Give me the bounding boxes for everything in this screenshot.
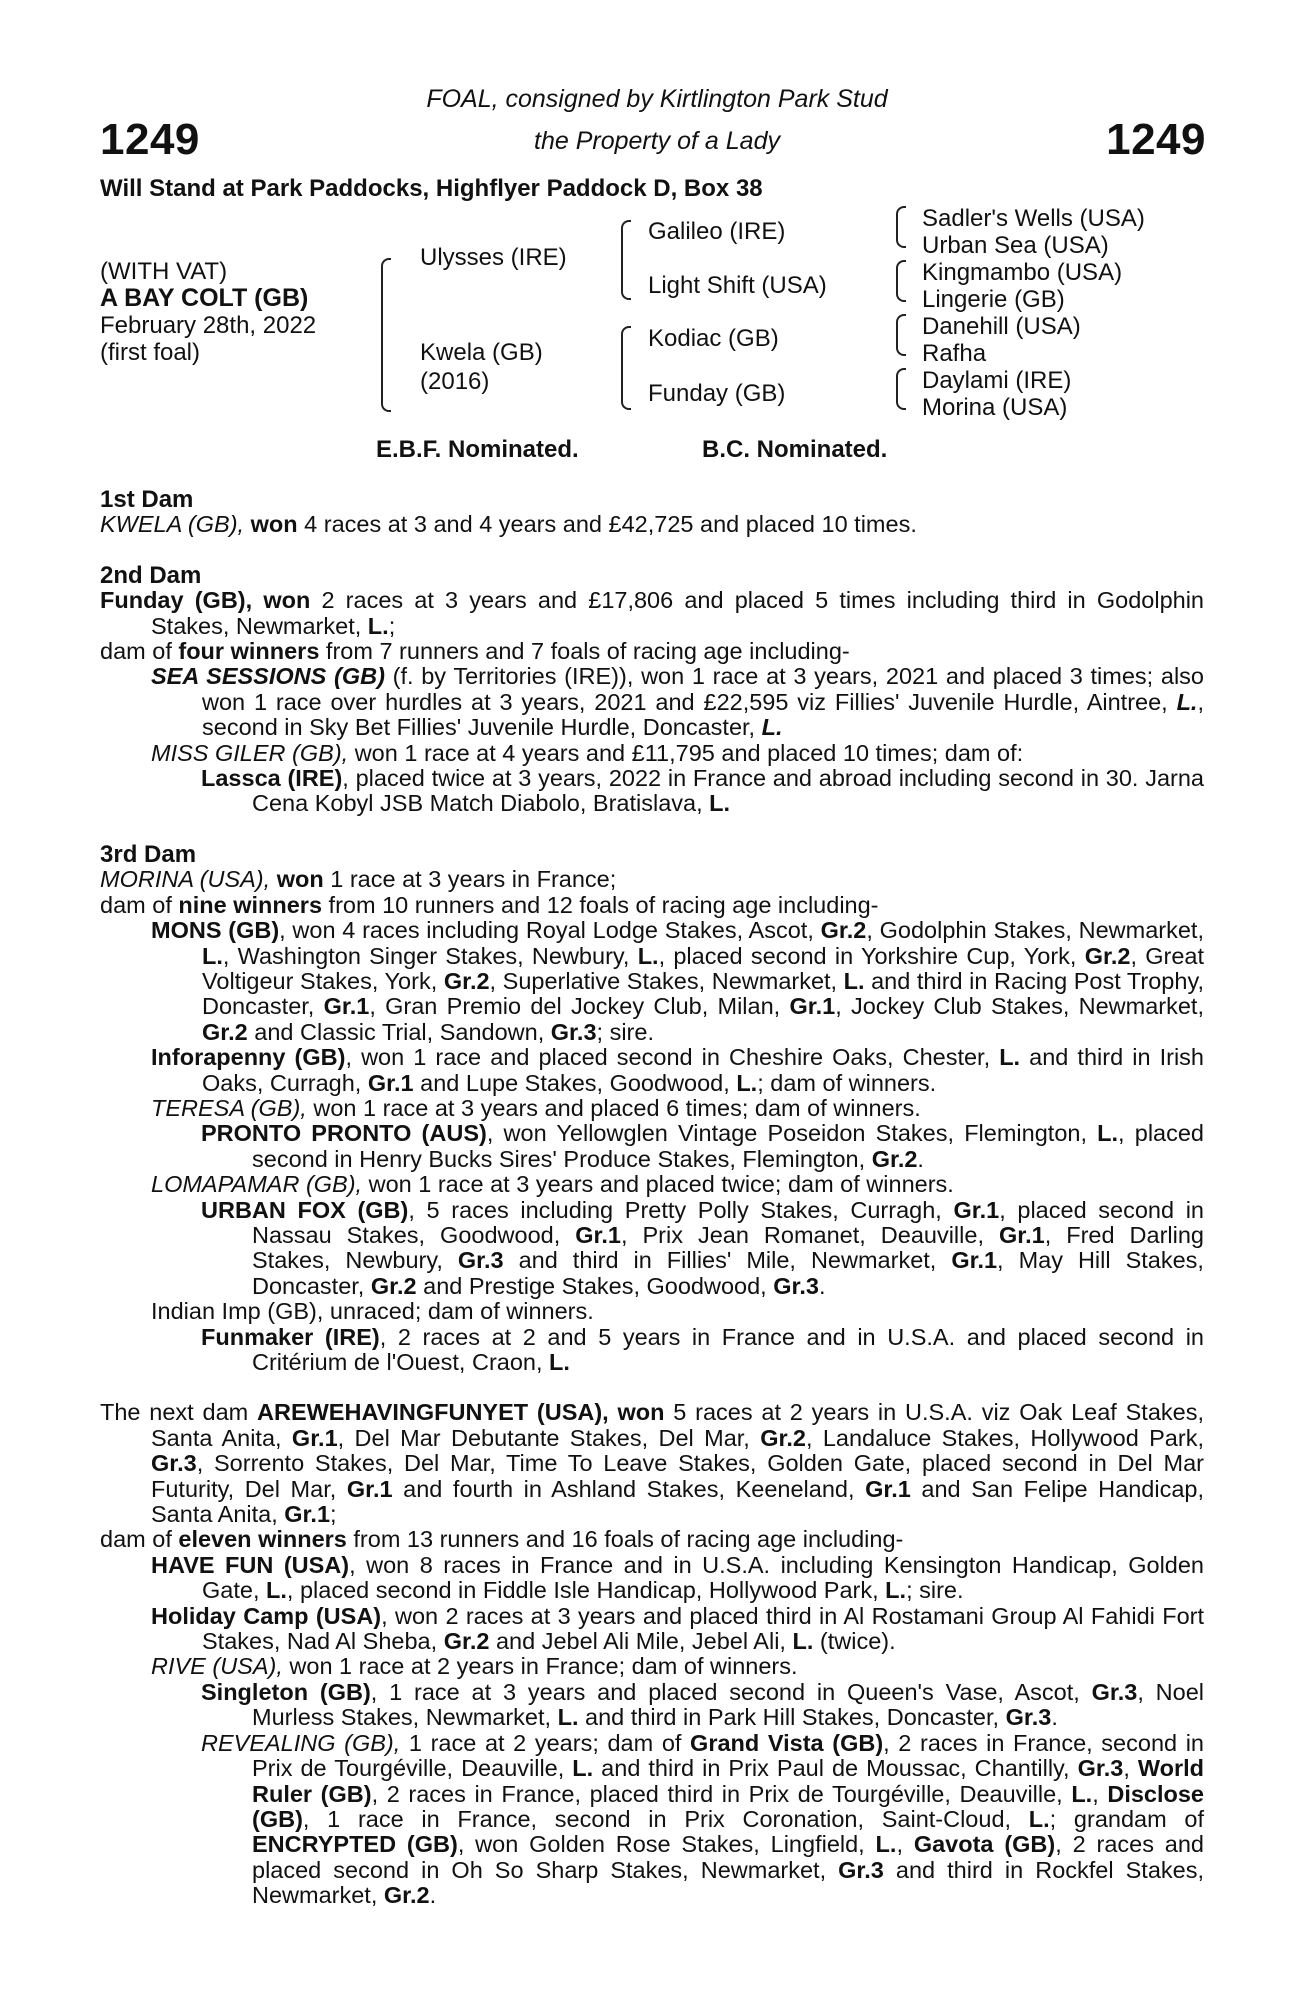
lot-number-left: 1249: [100, 115, 200, 164]
horse-gavota: Gavota (GB): [913, 1831, 1056, 1858]
produce-lomapamar: [100, 1172, 1204, 1197]
first-dam-won: won: [250, 511, 298, 538]
text: , Superlative Stakes, Newmarket,: [489, 967, 844, 994]
text: ; sire.: [596, 1018, 654, 1045]
grade-mark: Gr.2: [760, 1424, 806, 1451]
horse-revealing: REVEALING (GB),: [201, 1729, 401, 1756]
text: and San Felipe Handicap, Santa Anita,: [151, 1475, 1204, 1528]
horse-lassca: Lassca (IRE): [201, 765, 343, 792]
horse-mons: MONS (GB): [151, 917, 280, 944]
listed-mark: L.: [761, 714, 783, 741]
grade-mark: Gr.2: [871, 1145, 918, 1172]
produce-indian-imp: Indian Imp (GB), unraced; dam of winners.: [151, 1298, 594, 1325]
horse-disclose: Disclose (GB): [252, 1780, 1205, 1832]
first-dam-heading: 1st Dam: [100, 486, 194, 513]
horse-funmaker: Funmaker (IRE): [201, 1323, 380, 1350]
first-dam-text: 4 races at 3 and 4 years and £42,725 and placed 10 times.: [297, 511, 917, 538]
listed-mark: L.: [843, 967, 865, 994]
grade-mark: Gr.3: [151, 1450, 197, 1477]
text: won 1 race at 3 years and placed 6 times; dam of winners.: [306, 1094, 921, 1121]
text: , 2 races at 2 and 5 years in France and in U.S.A. and placed second in Critérium de l'Ouest, Craon,: [252, 1323, 1204, 1375]
horse-pronto-pronto: PRONTO PRONTO (AUS): [201, 1120, 487, 1147]
brace-dam: [621, 326, 631, 410]
produce-inforapenny: [100, 1045, 1204, 1096]
dam-year: (2016): [420, 368, 490, 395]
produce-record: [100, 487, 1204, 1909]
brace-parents: [381, 258, 391, 412]
text: , May Hill Stakes, Doncaster,: [252, 1247, 1204, 1299]
text: and third in Prix Paul de Moussac, Chantilly,: [593, 1755, 1078, 1782]
text: .: [429, 1882, 437, 1909]
produce-mons: [100, 918, 1204, 1045]
third-dam-line: [100, 867, 1204, 892]
listed-mark: L.: [885, 1577, 907, 1604]
listed-mark: L.: [1097, 1120, 1119, 1147]
horse-teresa: TERESA (GB),: [151, 1094, 307, 1121]
second-dam-line: [100, 588, 1204, 639]
grade-mark: Gr.1: [291, 1424, 338, 1451]
dam-of-rest: from 7 runners and 7 foals of racing age including-: [319, 638, 850, 665]
listed-mark: L.: [572, 1755, 594, 1782]
vat-note: (WITH VAT): [100, 258, 228, 285]
text: (f. by Territories (IRE)), won 1 race at 3 years, 2021 and placed 3 times; also won 1 race over hurdles at 3 years, 2021 and £22,595 viz Fillies' Juvenile Hurdle, Aintree,: [202, 663, 1204, 715]
grade-mark: Gr.1: [323, 993, 370, 1020]
produce-miss-giler: [100, 741, 1204, 766]
horse-holiday-camp: Holiday Camp (USA): [151, 1602, 382, 1629]
grade-mark: Gr.1: [951, 1247, 998, 1274]
punct: ;: [388, 612, 396, 639]
text: , won 4 races including Royal Lodge Stakes, Ascot,: [279, 917, 821, 944]
produce-urban-fox: [100, 1198, 1204, 1300]
horse-note: (first foal): [100, 339, 201, 366]
text: and third in Rockfel Stakes, Newmarket,: [252, 1856, 1204, 1909]
horse-sea-sessions: SEA SESSIONS (GB): [151, 663, 385, 690]
brace-dd: [896, 368, 906, 410]
produce-revealing: [100, 1731, 1204, 1909]
second-dam-name: Funday (GB),: [100, 587, 253, 614]
listed-mark: L.: [709, 790, 731, 817]
text: and fourth in Ashland Stakes, Keeneland,: [392, 1475, 866, 1502]
first-dam-line: [100, 512, 1204, 537]
third-dam-heading: 3rd Dam: [100, 840, 197, 868]
horse-have-fun: HAVE FUN (USA): [151, 1551, 350, 1578]
text: .: [1051, 1704, 1058, 1731]
horse-lomapamar: LOMAPAMAR (GB),: [151, 1171, 363, 1198]
winners-count: eleven winners: [178, 1526, 347, 1553]
text: , 2 races in France, placed third in Prix de Tourgéville, Deauville,: [371, 1780, 1072, 1807]
grade-mark: Gr.3: [457, 1247, 504, 1274]
dam: Kwela (GB): [420, 339, 543, 366]
listed-mark: L.: [736, 1069, 758, 1096]
horse-name: A BAY COLT (GB): [100, 284, 309, 312]
listed-mark: L.: [557, 1704, 579, 1731]
horse-rive: RIVE (USA),: [151, 1653, 283, 1680]
text: ,: [1123, 1755, 1138, 1782]
consignor-line: FOAL, consigned by Kirtlington Park Stud: [426, 85, 888, 113]
text: and Lupe Stakes, Goodwood,: [413, 1069, 737, 1096]
text: , placed second in Henry Bucks Sires' Produce Stakes, Flemington,: [252, 1120, 1204, 1172]
text: ; sire.: [906, 1577, 964, 1604]
grade-mark: Gr.2: [443, 967, 490, 994]
text: , placed second in Nassau Stakes, Goodwood,: [252, 1196, 1205, 1248]
text: ;: [330, 1501, 337, 1528]
second-dam-produce: [100, 639, 1204, 664]
sire-dam: Light Shift (USA): [648, 272, 827, 299]
text: and Classic Trial, Sandown,: [247, 1018, 551, 1045]
grade-mark: Gr.1: [865, 1475, 911, 1502]
grade-mark: Gr.1: [367, 1069, 414, 1096]
horse-world-ruler: World Ruler (GB): [252, 1755, 1205, 1807]
brace-ss: [896, 206, 906, 248]
text: , Fred Darling Stakes, Newbury,: [252, 1221, 1204, 1274]
text: , Noel Murless Stakes, Newmarket,: [252, 1678, 1205, 1731]
text: ,: [1092, 1780, 1108, 1807]
grade-mark: Gr.2: [1084, 942, 1131, 969]
listed-mark: L.: [266, 1577, 287, 1604]
second-dam-text: 2 races at 3 years and £17,806 and placed 5 times including third in Godolphin Stakes, Newmarket,: [151, 587, 1204, 639]
next-dam-produce: [100, 1527, 1204, 1552]
grade-mark: Gr.2: [202, 1018, 248, 1045]
produce-singleton: [100, 1680, 1204, 1731]
text: , 5 races including Pretty Polly Stakes, Curragh,: [408, 1196, 954, 1223]
text: (twice).: [813, 1628, 896, 1655]
text: won 1 race at 3 years and placed twice; dam of winners.: [362, 1171, 954, 1198]
dam-of-text: dam of: [100, 891, 179, 918]
horse-grand-vista: Grand Vista (GB): [690, 1729, 884, 1756]
dam-of-text: dam of: [100, 1526, 179, 1553]
produce-holiday-camp: [100, 1604, 1204, 1655]
text: , Godolphin Stakes, Newmarket,: [866, 917, 1204, 944]
listed-mark: L.: [999, 1044, 1021, 1071]
grade-mark: Gr.1: [789, 993, 836, 1020]
text: , Gran Premio del Jockey Club, Milan,: [369, 993, 790, 1020]
text: and third in Racing Post Trophy, Doncaster,: [202, 967, 1204, 1020]
brace-ds: [896, 314, 906, 356]
text: , Great Voltigeur Stakes, York,: [202, 942, 1204, 994]
text: and third in Park Hill Stakes, Doncaster,: [578, 1704, 1006, 1731]
text: , placed second in Yorkshire Cup, York,: [658, 942, 1085, 969]
grade-mark: Gr.2: [370, 1272, 417, 1299]
text: and third in Fillies' Mile, Newmarket,: [503, 1247, 952, 1274]
grade-mark: Gr.3: [1005, 1704, 1052, 1731]
grade-mark: Gr.1: [346, 1475, 393, 1502]
text: , Jockey Club Stakes, Newmarket,: [835, 993, 1204, 1020]
grade-mark: Gr.3: [773, 1272, 819, 1299]
text: and Prestige Stakes, Goodwood,: [416, 1272, 774, 1299]
listed-mark: L.: [202, 942, 223, 969]
produce-rive: [100, 1654, 1204, 1679]
text: , 2 races and placed second in Oh So Sharp Stakes, Newmarket,: [252, 1831, 1204, 1883]
listed-mark: L.: [1071, 1780, 1093, 1807]
first-dam-name: KWELA (GB),: [100, 511, 245, 538]
text: .: [917, 1145, 924, 1172]
horse-singleton: Singleton (GB): [201, 1678, 371, 1705]
grade-mark: Gr.2: [443, 1628, 490, 1655]
listed-mark: L.: [367, 612, 389, 639]
text: and third in Irish Oaks, Curragh,: [202, 1044, 1204, 1096]
produce-sea-sessions: [100, 664, 1204, 740]
horse-miss-giler: MISS GILER (GB),: [151, 739, 349, 766]
brace-sd: [896, 260, 906, 302]
text: The next dam: [100, 1399, 257, 1426]
listed-mark: L.: [792, 1628, 814, 1655]
g3-dsd: Rafha: [922, 340, 987, 367]
listed-mark: L.: [1028, 1805, 1050, 1832]
text: 1 race at 3 years in France;: [323, 866, 617, 893]
produce-funmaker: [100, 1325, 1204, 1376]
grade-mark: Gr.3: [838, 1856, 884, 1883]
text: , won Golden Rose Stakes, Lingfield,: [457, 1831, 876, 1858]
grade-mark: Gr.3: [550, 1018, 597, 1045]
text: ; dam of winners.: [757, 1069, 937, 1096]
text: , placed twice at 3 years, 2022 in France and abroad including second in 30. Jarna Cena Kobyl JSB Match Diabolo, Bratislava,: [252, 765, 1204, 817]
lot-number-right: 1249: [1106, 115, 1206, 164]
brace-sire: [621, 220, 631, 300]
next-dam-name: AREWEHAVINGFUNYET (USA), won: [257, 1399, 665, 1426]
horse-dob: February 28th, 2022: [100, 312, 317, 339]
g3-sds: Kingmambo (USA): [922, 259, 1123, 286]
produce-teresa: [100, 1096, 1204, 1121]
grade-mark: Gr.3: [1077, 1755, 1124, 1782]
text: , won 2 races at 3 years and placed third in Al Rostamani Group Al Fahidi Fort Stakes, Nad Al Sheba,: [202, 1602, 1204, 1655]
grade-mark: Gr.1: [953, 1196, 1000, 1223]
next-dam-line: [100, 1400, 1204, 1527]
dam-of-rest: from 10 runners and 12 foals of racing age including-: [322, 891, 879, 918]
listed-mark: L.: [1176, 688, 1198, 715]
third-dam-name: MORINA (USA),: [100, 866, 271, 893]
text: ; grandam of: [1049, 1805, 1204, 1832]
text: , 1 race at 3 years and placed second in Queen's Vase, Ascot,: [370, 1678, 1092, 1705]
second-dam-won: won: [263, 587, 311, 614]
text: , Washington Singer Stakes, Newbury,: [222, 942, 638, 969]
text: 5 races at 2 years in U.S.A. viz Oak Leaf Stakes, Santa Anita,: [151, 1399, 1204, 1451]
won: won: [276, 866, 324, 893]
g3-ddd: Morina (USA): [922, 394, 1068, 421]
listed-mark: L.: [637, 942, 659, 969]
horse-urban-fox: URBAN FOX (GB): [201, 1196, 409, 1223]
winners-count: nine winners: [178, 891, 323, 918]
horse-details: [100, 258, 316, 366]
property-line: the Property of a Lady: [534, 127, 780, 155]
text: won 1 race at 4 years and £11,795 and placed 10 times; dam of:: [348, 739, 1024, 766]
grade-mark: Gr.1: [284, 1501, 331, 1528]
grade-mark: Gr.1: [998, 1221, 1045, 1248]
text: .: [818, 1272, 826, 1299]
third-dam-produce: [100, 893, 1204, 918]
g3-ssd: Urban Sea (USA): [922, 232, 1109, 259]
g3-sss: Sadler's Wells (USA): [922, 205, 1145, 232]
ebf-nomination: E.B.F. Nominated.: [376, 436, 579, 463]
second-dam-heading: 2nd Dam: [100, 561, 202, 589]
grade-mark: Gr.2: [820, 917, 867, 944]
text: , Landaluce Stakes, Hollywood Park,: [805, 1424, 1204, 1451]
horse-encrypted: ENCRYPTED (GB): [252, 1831, 458, 1858]
g3-sdd: Lingerie (GB): [922, 286, 1065, 313]
listed-mark: L.: [549, 1349, 570, 1375]
winners-count: four winners: [178, 638, 320, 665]
text: , second in Sky Bet Fillies' Juvenile Hurdle, Doncaster,: [202, 688, 1204, 741]
produce-pronto: [100, 1121, 1204, 1172]
text: , won Yellowglen Vintage Poseidon Stakes, Flemington,: [486, 1120, 1098, 1147]
dam-of-rest: from 13 runners and 16 foals of racing age including-: [346, 1526, 904, 1553]
text: , Prix Jean Romanet, Deauville,: [620, 1221, 999, 1248]
text: , 2 races in France, second in Prix de Tourgéville, Deauville,: [252, 1729, 1204, 1782]
grade-mark: Gr.2: [383, 1882, 430, 1909]
text: , won 8 races in France and in U.S.A. including Kensington Handicap, Golden Gate,: [202, 1551, 1205, 1604]
g3-dss: Danehill (USA): [922, 313, 1081, 340]
text: ,: [896, 1831, 914, 1858]
produce-lassca: [100, 766, 1204, 817]
grade-mark: Gr.3: [1091, 1678, 1138, 1705]
dam-dam: Funday (GB): [648, 380, 786, 407]
text: , Del Mar Debutante Stakes, Del Mar,: [337, 1424, 761, 1451]
text: , Sorrento Stakes, Del Mar, Time To Leave Stakes, Golden Gate, placed second in Del Mar Futurity, Del Mar,: [151, 1450, 1204, 1502]
dam-sire: Kodiac (GB): [648, 325, 779, 352]
grade-mark: Gr.1: [575, 1221, 621, 1248]
sire-sire: Galileo (IRE): [648, 218, 786, 245]
text: , placed second in Fiddle Isle Handicap, Hollywood Park,: [286, 1577, 886, 1604]
produce-have-fun: [100, 1553, 1204, 1604]
horse-inforapenny: Inforapenny (GB): [151, 1044, 346, 1071]
text: 1 race at 2 years; dam of: [400, 1729, 691, 1756]
text: won 1 race at 2 years in France; dam of winners.: [282, 1653, 798, 1680]
text: and Jebel Ali Mile, Jebel Ali,: [489, 1628, 793, 1655]
listed-mark: L.: [875, 1831, 897, 1858]
text: , won 1 race and placed second in Cheshire Oaks, Chester,: [345, 1044, 1000, 1071]
bc-nomination: B.C. Nominated.: [702, 436, 888, 463]
g3-dds: Daylami (IRE): [922, 367, 1072, 394]
location-line: Will Stand at Park Paddocks, Highflyer Paddock D, Box 38: [100, 175, 763, 202]
dam-of-text: dam of: [100, 638, 179, 665]
sire: Ulysses (IRE): [420, 244, 567, 271]
text: , 1 race in France, second in Prix Coronation, Saint-Cloud,: [302, 1805, 1029, 1832]
